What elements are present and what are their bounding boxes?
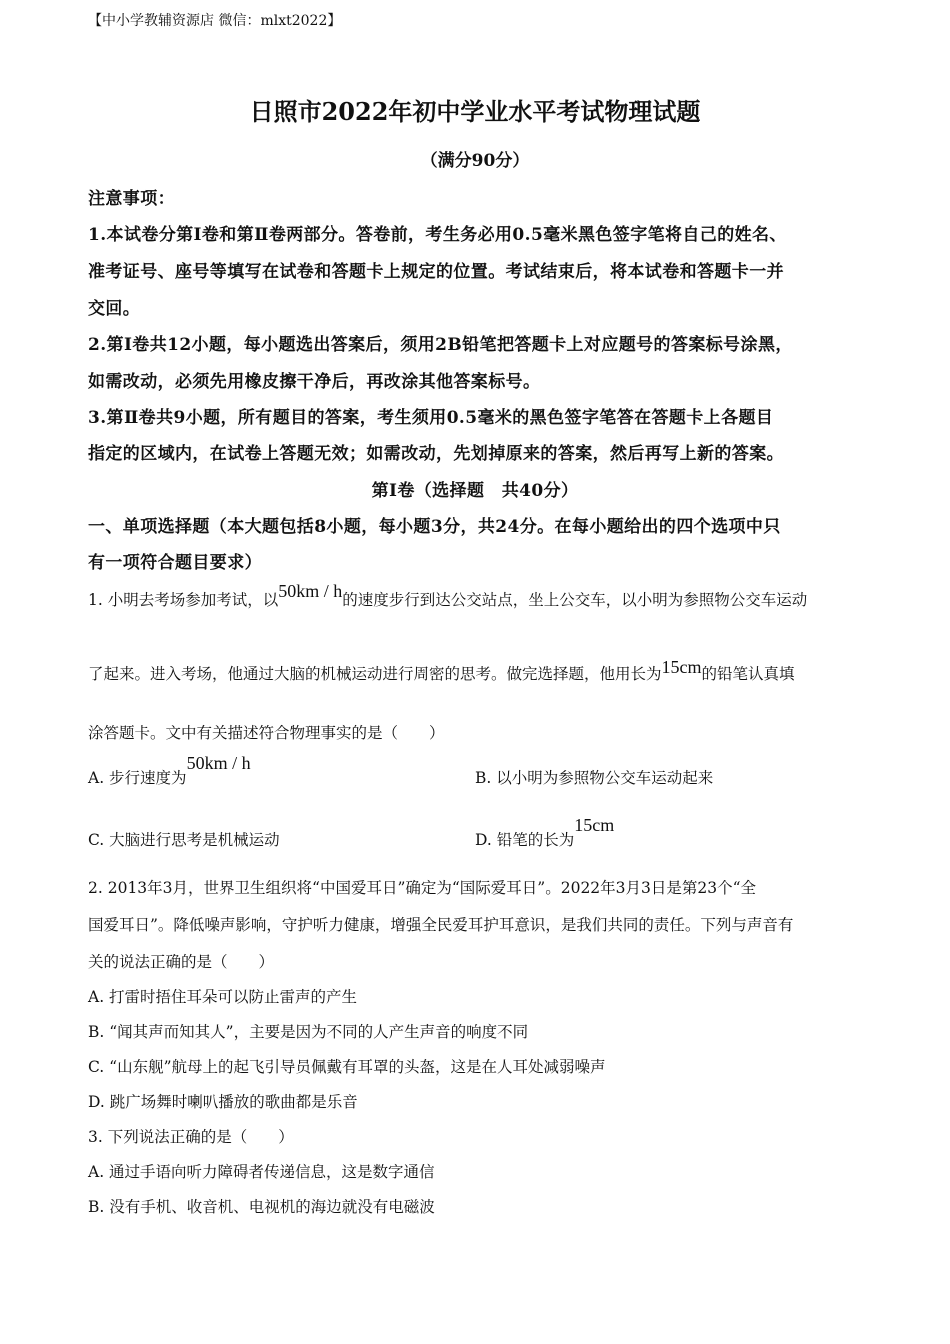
notice-line: 交回。 (88, 299, 141, 319)
q1-unit-speed: 50km / h (278, 581, 343, 601)
section-title: 第Ⅰ卷（选择题 共40分） (371, 481, 579, 501)
q1-option-a (88, 753, 251, 788)
q1-text: 1. 小明去考场参加考试，以 (88, 591, 279, 609)
part-heading: 一、单项选择题（本大题包括8小题，每小题3分，共24分。在每小题给出的四个选项中只 (88, 517, 781, 537)
q2-option-a: A. 打雷时捂住耳朵可以防止雷声的产生 (88, 988, 358, 1006)
page-title: 日照市2022年初中学业水平考试物理试题 (249, 97, 701, 126)
notice-heading: 注意事项： (88, 189, 175, 209)
part-heading-cont: 有一项符合题目要求） (88, 553, 262, 573)
header-watermark: 【中小学教辅资源店 微信：mlxt2022】 (88, 13, 342, 29)
q1-option-d-unit: 15cm (574, 815, 615, 835)
q1-line3: 涂答题卡。文中有关描述符合物理事实的是（ ） (88, 724, 445, 742)
q3-option-b: B. 没有手机、收音机、电视机的海边就没有电磁波 (88, 1198, 435, 1216)
q1-option-c: C. 大脑进行思考是机械运动 (88, 831, 280, 849)
notice-line: 1.本试卷分第Ⅰ卷和第Ⅱ卷两部分。答卷前，考生务必用0.5毫米黑色签字笔将自己的姓名、 (88, 225, 787, 245)
q1-text: 了起来。进入考场，他通过大脑的机械运动进行周密的思考。做完选择题，他用长为 (88, 665, 662, 683)
q2-line1: 2. 2013年3月，世界卫生组织将“中国爱耳日”确定为“国际爱耳日”。2022年3月3日是第23个“全 (88, 879, 757, 897)
q3-option-a: A. 通过手语向听力障碍者传递信息，这是数字通信 (88, 1163, 435, 1181)
notice-line: 指定的区域内，在试卷上答题无效；如需改动，先划掉原来的答案，然后再写上新的答案。 (88, 444, 784, 464)
q2-line3: 关的说法正确的是（ ） (88, 953, 275, 971)
q1-option-d-label: D. 铅笔的长为 (475, 831, 575, 849)
q1-text: 的速度步行到达公交站点，坐上公交车，以小明为参照物公交车运动 (342, 591, 808, 609)
q1-option-a-unit: 50km / h (186, 753, 251, 773)
q2-line2: 国爱耳日”。降低噪声影响，守护听力健康，增强全民爱耳护耳意识，是我们共同的责任。下列与声音有 (88, 916, 794, 934)
q1-option-b: B. 以小明为参照物公交车运动起来 (475, 769, 714, 787)
q1-option-a-label: A. 步行速度为 (88, 769, 187, 787)
q1-option-d (475, 815, 615, 850)
q3-line1: 3. 下列说法正确的是（ ） (88, 1128, 294, 1146)
q2-option-b: B. “闻其声而知其人”，主要是因为不同的人产生声音的响度不同 (88, 1023, 529, 1041)
q1-unit-length: 15cm (661, 657, 702, 677)
q1-line1 (88, 581, 808, 610)
notice-line: 准考证号、座号等填写在试卷和答题卡上规定的位置。考试结束后，将本试卷和答题卡一并 (88, 262, 784, 282)
q2-option-d: D. 跳广场舞时喇叭播放的歌曲都是乐音 (88, 1093, 358, 1111)
q1-line2 (88, 657, 795, 684)
q1-text: 的铅笔认真填 (701, 665, 795, 683)
notice-line: 2.第Ⅰ卷共12小题，每小题选出答案后，须用2B铅笔把答题卡上对应题号的答案标号涂黑， (88, 335, 793, 355)
notice-line: 3.第Ⅱ卷共9小题，所有题目的答案，考生须用0.5毫米的黑色签字笔答在答题卡上各题目 (88, 408, 774, 428)
notice-line: 如需改动，必须先用橡皮擦干净后，再改涂其他答案标号。 (88, 372, 541, 392)
page-subtitle: （满分90分） (420, 151, 530, 171)
q2-option-c: C. “山东舰”航母上的起飞引导员佩戴有耳罩的头盔，这是在人耳处减弱噪声 (88, 1058, 606, 1076)
